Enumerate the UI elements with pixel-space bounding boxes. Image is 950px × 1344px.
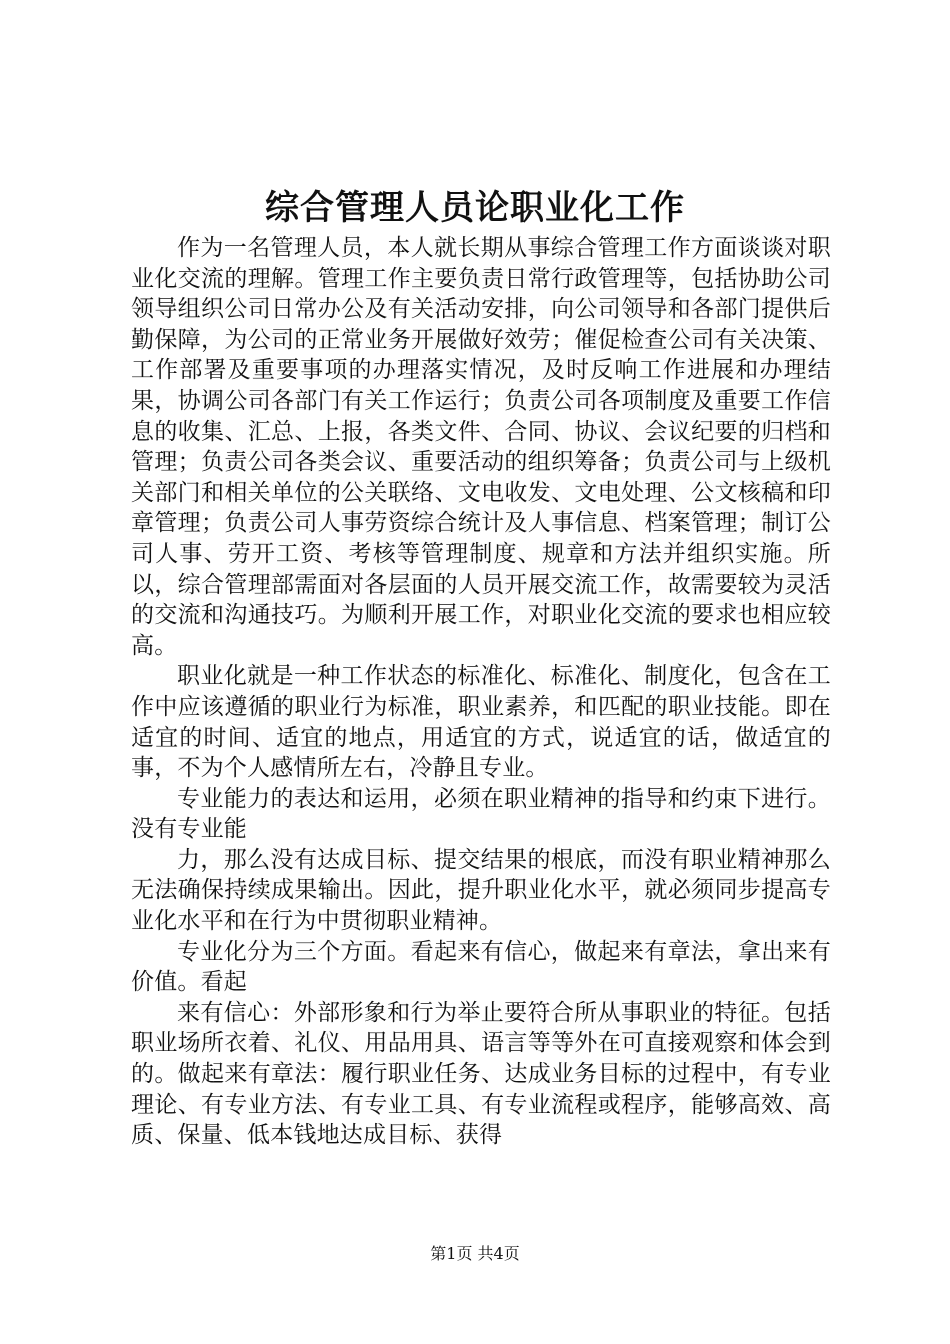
paragraph: 职业化就是一种工作状态的标准化、标准化、制度化，包含在工作中应该遵循的职业行为标准，职业素养，和匹配的职业技能。即在适宜的时间、适宜的地点，用适宜的方式，说适宜的话，做适宜的事，不为个人感情所左右，冷静且专业。 <box>131 663 831 782</box>
document-title: 综合管理人员论职业化工作 <box>265 188 685 228</box>
paragraph: 专业能力的表达和运用，必须在职业精神的指导和约束下进行。没有专业能 <box>131 785 831 843</box>
document-body <box>131 233 831 1151</box>
paragraph: 专业化分为三个方面。看起来有信心，做起来有章法，拿出来有价值。看起 <box>131 938 831 996</box>
paragraph: 来有信心：外部形象和行为举止要符合所从事职业的特征。包括职业场所衣着、礼仪、用品用具、语言等等外在可直接观察和体会到的。做起来有章法：履行职业任务、达成业务目标的过程中，有专业理论、有专业方法、有专业工具、有专业流程或程序，能够高效、高质、保量、低本钱地达成目标、获得 <box>131 999 831 1149</box>
page-footer: 第1页 共4页 <box>430 1244 520 1263</box>
paragraph: 作为一名管理人员，本人就长期从事综合管理工作方面谈谈对职业化交流的理解。管理工作主要负责日常行政管理等，包括协助公司领导组织公司日常办公及有关活动安排，向公司领导和各部门提供后勤保障，为公司的正常业务开展做好效劳；催促检查公司有关决策、工作部署及重要事项的办理落实情况，及时反响工作进展和办理结果，协调公司各部门有关工作运行；负责公司各项制度及重要工作信息的收集、汇总、上报，各类文件、合同、协议、会议纪要的归档和管理；负责公司各类会议、重要活动的组织筹备；负责公司与上级机关部门和相关单位的公关联络、文电收发、文电处理、公文核稿和印章管理；负责公司人事劳资综合统计及人事信息、档案管理；制订公司人事、劳开工资、考核等管理制度、规章和方法并组织实施。所以，综合管理部需面对各层面的人员开展交流工作，故需要较为灵活的交流和沟通技巧。为顺利开展工作，对职业化交流的要求也相应较高。 <box>131 235 831 659</box>
paragraph: 力，那么没有达成目标、提交结果的根底，而没有职业精神那么无法确保持续成果输出。因此，提升职业化水平，就必须同步提高专业化水平和在行为中贯彻职业精神。 <box>131 846 831 935</box>
